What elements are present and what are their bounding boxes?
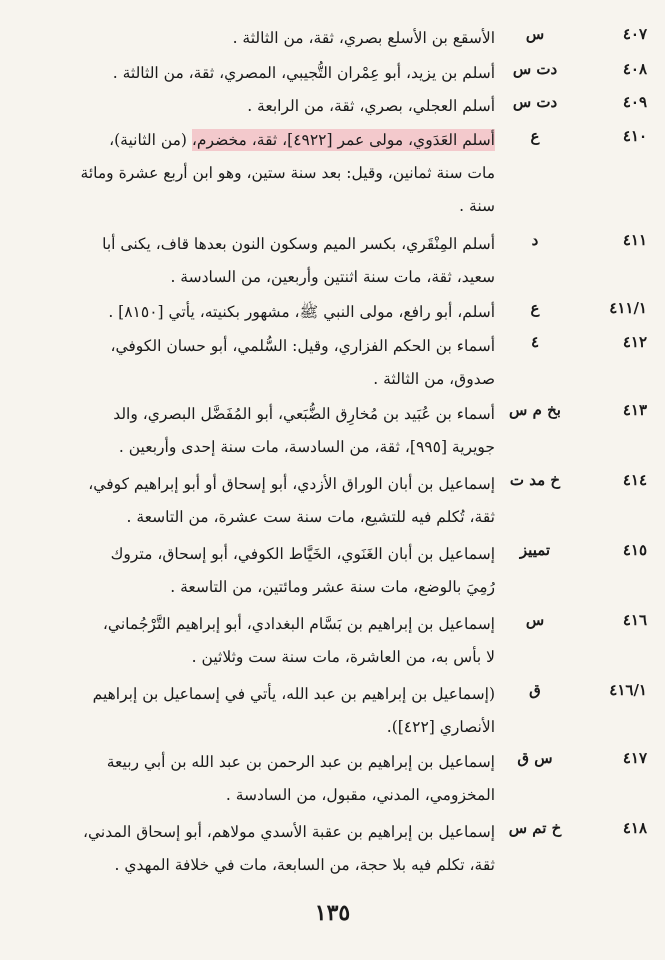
entry-line: إسماعيل بن إبراهيم بن عقبة الأسدي مولاهم، أبو إسحاق المدني، — [82, 823, 495, 841]
entry-line-rest: (من الثانية)، — [109, 131, 192, 149]
entry-code: ع — [530, 299, 540, 317]
entry-code: تمييز — [519, 541, 551, 559]
entry-code: خ تم س — [508, 819, 562, 837]
entry-number: ٤١٨ — [622, 819, 647, 837]
entry-number: ٤١٥ — [622, 541, 647, 559]
entry-416 — [17, 608, 647, 674]
entry-407 — [17, 22, 647, 55]
entry-code: بخ م س — [509, 401, 561, 419]
entry-number: ٤٠٩ — [622, 93, 647, 111]
entry-line: إسماعيل بن إبراهيم بن بَسَّام البغدادي، أبو إبراهيم التَّرْجُماني، — [102, 615, 495, 633]
entry-line: رُمِيَ بالوضع، مات سنة عشر ومائتين، من التاسعة . — [170, 578, 495, 596]
entry-text — [17, 124, 495, 223]
entry-line: مات سنة ثمانين، وقيل: بعد سنة ستين، وهو ابن أربع عشرة ومائة — [80, 164, 495, 182]
entry-text — [17, 90, 495, 123]
entry-number: ٤١٣ — [622, 401, 647, 419]
entry-line: سعيد، ثقة، مات سنة اثنتين وأربعين، من السادسة . — [170, 268, 495, 286]
entry-number: ٤١٦/١ — [609, 681, 647, 699]
entry-text — [17, 816, 495, 882]
entry-code: دت س — [512, 93, 558, 111]
entry-text — [17, 468, 495, 534]
entry-415 — [17, 538, 647, 604]
entry-text — [17, 678, 495, 744]
entry-code: خ مد ت — [509, 471, 561, 489]
entry-line: أسلم المِنْقَري، بكسر الميم وسكون النون بعدها قاف، يكنى أبا — [102, 235, 495, 253]
entry-line: أسلم، أبو رافع، مولى النبي ﷺ، مشهور بكنيته، يأتي [٨١٥٠] . — [108, 303, 495, 321]
entry-number: ٤١١ — [622, 231, 647, 249]
entry-number: ٤١٧ — [622, 749, 647, 767]
entry-text — [17, 330, 495, 396]
entry-line: الأسقع بن الأسلع بصري، ثقة، من الثالثة . — [232, 29, 495, 47]
entry-line: الأنصاري [٤٢٢]). — [386, 718, 495, 736]
entry-416-1 — [17, 678, 647, 744]
entry-411 — [17, 228, 647, 294]
entry-line: لا بأس به، من العاشرة، مات سنة ست وثلاثين . — [191, 648, 495, 666]
entry-number: ٤١٦ — [622, 611, 647, 629]
entry-line: ثقة، تُكلم فيه للتشيع، مات سنة ست عشرة، من التاسعة . — [126, 508, 495, 526]
entry-text — [17, 746, 495, 812]
entry-line: أسلم العجلي، بصري، ثقة، من الرابعة . — [247, 97, 495, 115]
entry-text — [17, 228, 495, 294]
entry-text — [17, 608, 495, 674]
entry-line: إسماعيل بن أبان الوراق الأزدي، أبو إسحاق أو أبو إبراهيم كوفي، — [88, 475, 495, 493]
page-number: ١٣٥ — [314, 900, 351, 926]
entry-text — [17, 22, 495, 55]
entry-code: دت س — [512, 60, 558, 78]
entry-code: س — [525, 25, 545, 43]
entry-412 — [17, 330, 647, 396]
highlighted-text: أسلم العَدَوي، مولى عمر [٤٩٢٢]، ثقة، مخضرم، — [191, 131, 495, 149]
entry-number: ٤١١/١ — [609, 299, 647, 317]
entry-number: ٤١٢ — [622, 333, 647, 351]
entry-code: ٤ — [530, 333, 540, 351]
entry-number: ٤٠٧ — [622, 25, 647, 43]
entry-line: سنة . — [459, 197, 495, 215]
entry-code: س — [525, 611, 545, 629]
entry-413 — [17, 398, 647, 464]
entry-code: ق — [529, 681, 541, 699]
entry-number: ٤٠٨ — [622, 60, 647, 78]
entry-code: ع — [530, 127, 540, 145]
entry-line: صدوق، من الثالثة . — [373, 370, 495, 388]
entry-414 — [17, 468, 647, 534]
entry-409 — [17, 90, 647, 123]
entry-number: ٤١٤ — [622, 471, 647, 489]
entry-text — [17, 296, 495, 329]
entry-text — [17, 57, 495, 90]
entry-number: ٤١٠ — [622, 127, 647, 145]
entry-line: إسماعيل بن إبراهيم بن عبد الرحمن بن عبد الله بن أبي ربيعة — [106, 753, 495, 771]
entry-code: س ق — [517, 749, 553, 767]
entry-code: د — [531, 231, 539, 249]
entry-line: جويرية [٩٩٥]، ثقة، من السادسة، مات سنة إحدى وأربعين . — [118, 438, 495, 456]
entry-text — [17, 538, 495, 604]
entry-418 — [17, 816, 647, 882]
entry-line: ثقة، تكلم فيه بلا حجة، من السابعة، مات في خلافة المهدي . — [114, 856, 495, 874]
entry-text — [17, 398, 495, 464]
entry-line: (إسماعيل بن إبراهيم بن عبد الله، يأتي في إسماعيل بن إبراهيم — [92, 685, 495, 703]
entry-410 — [17, 124, 647, 223]
entry-408 — [17, 57, 647, 90]
entry-line: أسماء بن عُبَيد بن مُخارِق الضُّبَعي، أبو المُفَضَّل البصري، والد — [113, 405, 495, 423]
entry-411-1 — [17, 296, 647, 329]
entry-line: المخزومي، المدني، مقبول، من السادسة . — [225, 786, 495, 804]
entry-line: إسماعيل بن أبان الغَنَوي، الخَيَّاط الكوفي، أبو إسحاق، متروك — [110, 545, 495, 563]
entry-line: أسلم بن يزيد، أبو عِمْران التُّجيبي، المصري، ثقة، من الثالثة . — [112, 64, 495, 82]
entry-line: أسماء بن الحكم الفزاري، وقيل: السُّلمي، أبو حسان الكوفي، — [110, 337, 495, 355]
entry-line — [23, 124, 495, 157]
entry-417 — [17, 746, 647, 812]
